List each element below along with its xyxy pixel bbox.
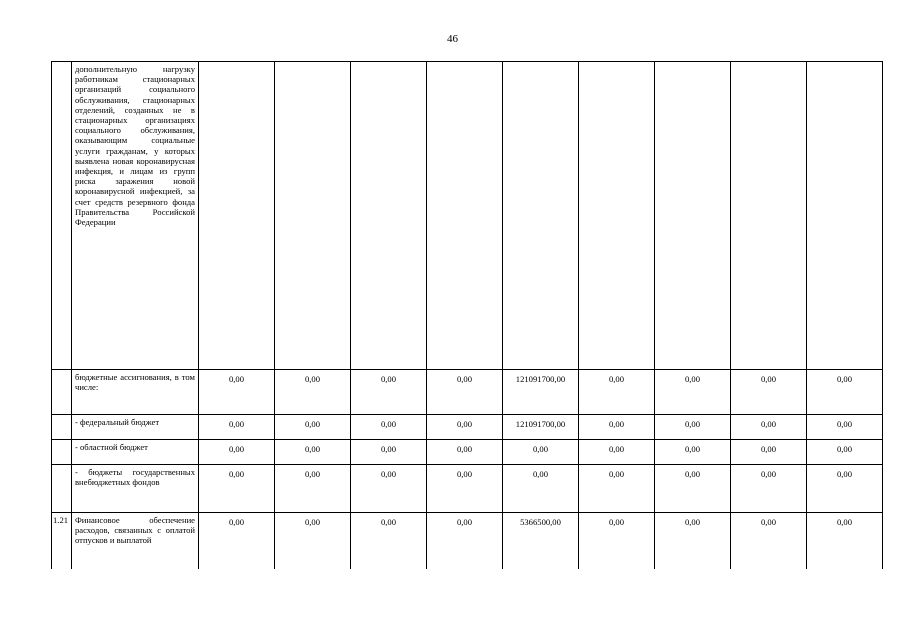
row-value: 0,00 bbox=[427, 513, 503, 570]
page-number: 46 bbox=[447, 33, 458, 45]
row-value: 0,00 bbox=[655, 370, 731, 415]
row-value bbox=[199, 62, 275, 370]
table-row bbox=[52, 62, 883, 370]
row-value: 0,00 bbox=[275, 513, 351, 570]
row-value: 0,00 bbox=[351, 440, 427, 465]
row-value: 0,00 bbox=[807, 513, 883, 570]
row-number bbox=[52, 370, 72, 415]
row-value: 0,00 bbox=[655, 465, 731, 513]
row-value: 0,00 bbox=[579, 440, 655, 465]
row-value: 0,00 bbox=[807, 415, 883, 440]
row-value: 0,00 bbox=[427, 465, 503, 513]
row-name: дополнительную нагрузку работникам стационарных организаций социального обслуживания, стационарных отделений, созданных не в стационарных организациях социального обслуживания, оказывающим социальные услуги гражданам, у которых выявлена новая коронавирусная инфекция, и лицам из групп риска заражения новой коронавирусной инфекцией, за счет средств резервного фонда Правительства Российской Федерации bbox=[72, 62, 199, 370]
row-value: 0,00 bbox=[199, 440, 275, 465]
row-value: 0,00 bbox=[427, 440, 503, 465]
row-name: - областной бюджет bbox=[72, 440, 199, 465]
row-value: 0,00 bbox=[655, 513, 731, 570]
row-name: Финансовое обеспечение расходов, связанных с оплатой отпусков и выплатой bbox=[72, 513, 199, 570]
row-number bbox=[52, 62, 72, 370]
row-value: 0,00 bbox=[199, 370, 275, 415]
row-value: 0,00 bbox=[579, 415, 655, 440]
row-value: 0,00 bbox=[503, 440, 579, 465]
row-value: 0,00 bbox=[275, 465, 351, 513]
row-value: 0,00 bbox=[275, 415, 351, 440]
table-row bbox=[52, 440, 883, 465]
row-value: 0,00 bbox=[807, 370, 883, 415]
row-value: 0,00 bbox=[731, 440, 807, 465]
row-number: 1.21 bbox=[52, 513, 72, 570]
row-value: 121091700,00 bbox=[503, 370, 579, 415]
row-name: - бюджеты государственных внебюджетных фондов bbox=[72, 465, 199, 513]
row-name: бюджетные ассигнования, в том числе: bbox=[72, 370, 199, 415]
row-value: 0,00 bbox=[275, 370, 351, 415]
row-value: 0,00 bbox=[351, 370, 427, 415]
row-value: 5366500,00 bbox=[503, 513, 579, 570]
row-value: 0,00 bbox=[807, 440, 883, 465]
row-value bbox=[655, 62, 731, 370]
row-value: 0,00 bbox=[351, 465, 427, 513]
row-number bbox=[52, 440, 72, 465]
row-value bbox=[579, 62, 655, 370]
row-value: 0,00 bbox=[503, 465, 579, 513]
row-value bbox=[351, 62, 427, 370]
row-value bbox=[503, 62, 579, 370]
row-value: 0,00 bbox=[199, 415, 275, 440]
row-value: 0,00 bbox=[351, 513, 427, 570]
row-value: 0,00 bbox=[655, 440, 731, 465]
row-value bbox=[275, 62, 351, 370]
row-value: 0,00 bbox=[351, 415, 427, 440]
table-row bbox=[52, 415, 883, 440]
row-value: 0,00 bbox=[427, 370, 503, 415]
row-value: 0,00 bbox=[199, 513, 275, 570]
table-row bbox=[52, 370, 883, 415]
row-value bbox=[807, 62, 883, 370]
row-value bbox=[731, 62, 807, 370]
budget-table bbox=[51, 61, 883, 569]
row-value: 121091700,00 bbox=[503, 415, 579, 440]
row-value: 0,00 bbox=[275, 440, 351, 465]
row-value: 0,00 bbox=[579, 370, 655, 415]
row-value: 0,00 bbox=[807, 465, 883, 513]
row-value: 0,00 bbox=[579, 465, 655, 513]
row-value: 0,00 bbox=[655, 415, 731, 440]
row-value: 0,00 bbox=[579, 513, 655, 570]
row-name: - федеральный бюджет bbox=[72, 415, 199, 440]
row-value: 0,00 bbox=[731, 370, 807, 415]
row-value: 0,00 bbox=[731, 513, 807, 570]
row-value: 0,00 bbox=[731, 465, 807, 513]
row-value bbox=[427, 62, 503, 370]
row-number bbox=[52, 465, 72, 513]
row-value: 0,00 bbox=[427, 415, 503, 440]
table-row bbox=[52, 465, 883, 513]
row-value: 0,00 bbox=[199, 465, 275, 513]
row-value: 0,00 bbox=[731, 415, 807, 440]
table-row bbox=[52, 513, 883, 570]
row-number bbox=[52, 415, 72, 440]
